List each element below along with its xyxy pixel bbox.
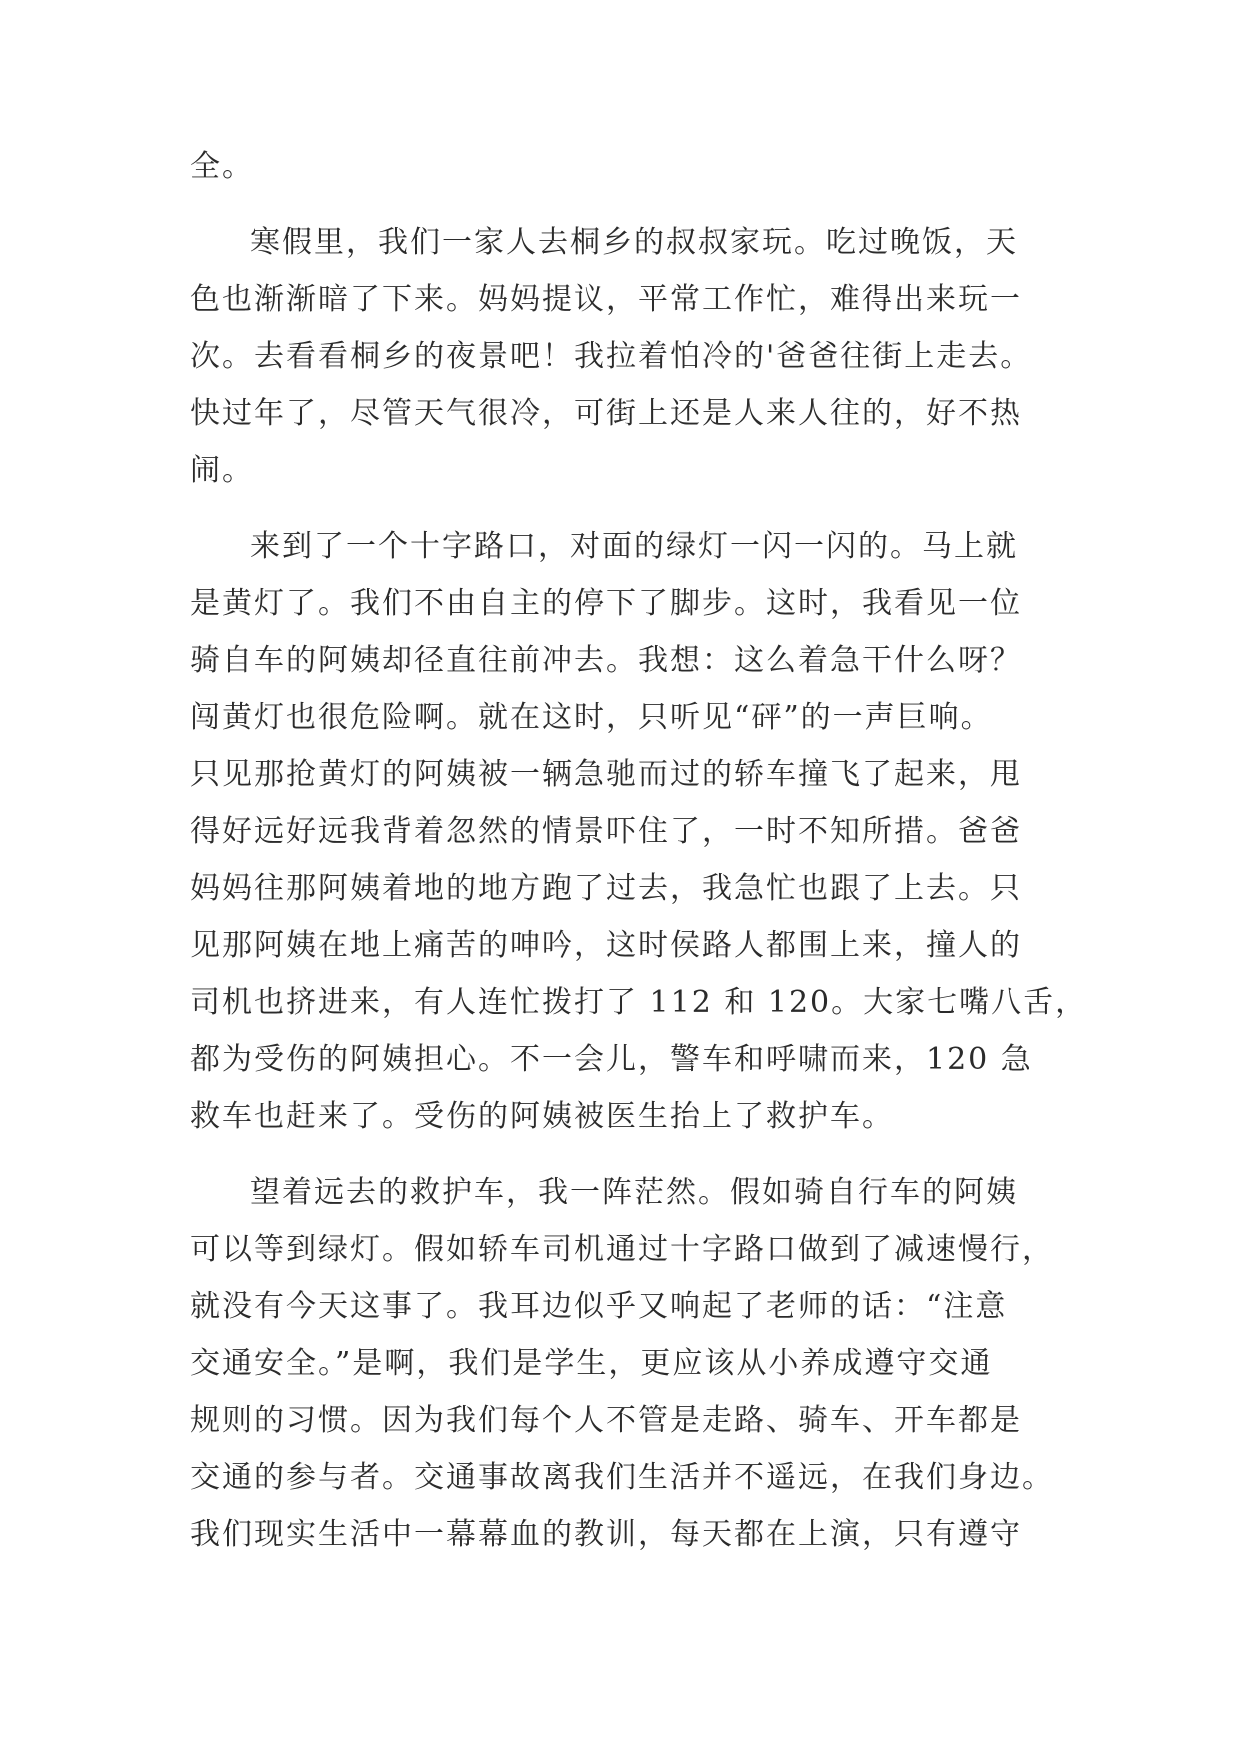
text-line: 我们现实生活中一幕幕血的教训，每天都在上演，只有遵守 <box>190 1517 1022 1552</box>
text-line: 可以等到绿灯。假如轿车司机通过十字路口做到了减速慢行， <box>190 1232 1054 1267</box>
text-line: 全。 <box>190 149 254 184</box>
text-line: 快过年了，尽管天气很冷，可街上还是人来人往的，好不热 <box>190 396 1022 431</box>
text-line: 色也渐渐暗了下来。妈妈提议，平常工作忙，难得出来玩一 <box>190 282 1022 317</box>
text-line: 规则的习惯。因为我们每个人不管是走路、骑车、开车都是 <box>190 1403 1022 1438</box>
text-line: 交通的参与者。交通事故离我们生活并不遥远，在我们身边。 <box>190 1460 1054 1495</box>
text-line: 骑自车的阿姨却径直往前冲去。我想：这么着急干什么呀？ <box>190 643 1022 678</box>
paragraph-start-line: 寒假里，我们一家人去桐乡的叔叔家玩。吃过晚饭，天 <box>250 225 1018 260</box>
text-line: 就没有今天这事了。我耳边似乎又响起了老师的话：“注意 <box>190 1289 1008 1324</box>
text-line: 都为受伤的阿姨担心。不一会儿，警车和呼啸而来，120 急 <box>190 1042 1033 1077</box>
text-line: 次。去看看桐乡的夜景吧！我拉着怕冷的'爸爸往街上走去。 <box>190 339 1033 374</box>
text-line: 妈妈往那阿姨着地的地方跑了过去，我急忙也跟了上去。只 <box>190 871 1022 906</box>
text-line: 司机也挤进来，有人连忙拨打了 112 和 120。大家七嘴八舌， <box>190 985 1088 1020</box>
text-line: 是黄灯了。我们不由自主的停下了脚步。这时，我看见一位 <box>190 586 1022 621</box>
text-line: 救车也赶来了。受伤的阿姨被医生抬上了救护车。 <box>190 1099 894 1134</box>
text-line: 得好远好远我背着忽然的情景吓住了，一时不知所措。爸爸 <box>190 814 1022 849</box>
paragraph-start-line: 来到了一个十字路口，对面的绿灯一闪一闪的。马上就 <box>250 529 1018 564</box>
text-line: 闯黄灯也很危险啊。就在这时，只听见“砰”的一声巨响。 <box>190 700 993 735</box>
text-line: 只见那抢黄灯的阿姨被一辆急驰而过的轿车撞飞了起来，甩 <box>190 757 1022 792</box>
text-line: 闹。 <box>190 453 254 488</box>
text-line: 交通安全。”是啊，我们是学生，更应该从小养成遵守交通 <box>190 1346 993 1381</box>
paragraph-start-line: 望着远去的救护车，我一阵茫然。假如骑自行车的阿姨 <box>250 1175 1018 1210</box>
text-line: 见那阿姨在地上痛苦的呻吟，这时侯路人都围上来，撞人的 <box>190 928 1022 963</box>
